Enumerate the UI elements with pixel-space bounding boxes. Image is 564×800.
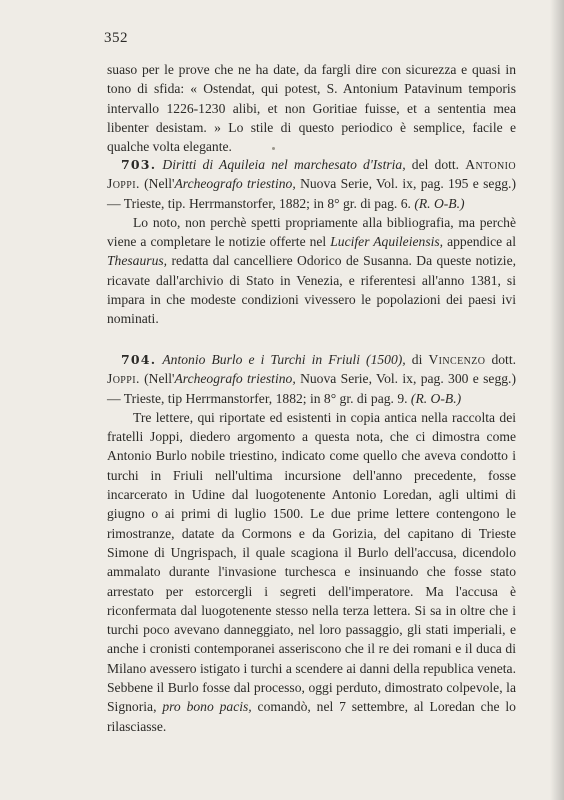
entry-704-pub-open: (Nell': [139, 371, 175, 387]
entry-703-body: [107, 213, 516, 329]
entry-704-body-2: comandò, nel 7 settembre, al Loredan che lo rilasciasse.: [107, 699, 516, 734]
page-edge-shadow: [550, 0, 564, 800]
entry-703-author-pre: del dott.: [405, 157, 466, 172]
entry-704-sigla: (R. O-B.): [410, 390, 462, 406]
entry-703-number: 703.: [121, 157, 157, 172]
entry-704-body-1: Tre lettere, qui riportate ed esistenti in copia antica nella raccolta dei fratelli Joppi, diedero argomento a questa nota, che ci dimostra come Antonio Burlo nobile triestino, indicato come quello che aveva condotto i turchi in Friuli nell'ultima incursione dell'anno precedente, fosse incarcerato in Udine dal luogotenente Antonio Loredan, agli ultimi di giugno o ai primi di luglio 1500. Le due prime lettere contengono le rimostranze, datate da Cormons e da Gorizia, del capitano di Trieste Simone di Ungrispach, il quale scagiona il Burlo dell'accusa, dicendolo ammalato durante l'invasione turchesca e insinuando che fosse stato arrestato per estorcergli i segreti dell'imperatore. Ma l'accusa è riconfermata dal luogotenente stesso nella terza lettera. Si sa in oltre che i turchi poco avevano danneggiato, nel loro passaggio, gli stati imperiali, e anche i cronisti contemporanei asseriscono che il re dei romani e il duca di Milano avessero istigato i turchi a scendere ai danni della republica veneta. Sebbene il Burlo fosse dal processo, oggi perduto, dimostrato colpevole, la Signoria,: [107, 409, 516, 715]
continued-paragraph: [107, 60, 516, 156]
entry-704-title: Antonio Burlo e i Turchi in Friuli (1500),: [162, 352, 406, 367]
entry-703-author: Antonio Joppi.: [107, 157, 516, 192]
entry-704-author-pre: di: [405, 352, 429, 367]
entry-703-body-3: redatta dal cancelliere Odorico de Susanna. Da queste notizie, ricavate dall'archivio di Stato in Venezia, e riferentesi all'anno 1381, si impara in che modeste condizioni vivessero le popolazioni dei paesi ivi nominati.: [107, 253, 516, 327]
entry-704-heading: [107, 350, 516, 408]
entry-703-body-ital-2: Thesaurus,: [107, 253, 168, 269]
entry-704: [107, 350, 516, 736]
entry-704-journal: Archeografo triestino,: [174, 371, 296, 387]
entry-704-author-surname: Joppi.: [107, 371, 140, 387]
entry-703-title: Diritti di Aquileia nel marchesato d'Istria,: [162, 157, 406, 172]
entry-704-author: Vincenzo: [428, 352, 486, 367]
entry-703-journal: Archeografo triestino,: [174, 176, 296, 192]
entry-704-number: 704.: [121, 352, 157, 367]
entry-703-heading: [107, 155, 516, 213]
entry-703-pub-open: (Nell': [139, 176, 175, 192]
page-number: 352: [104, 30, 128, 46]
entry-703-body-1: Lo noto, non perchè spetti propriamente alla bibliografia, ma perchè viene a completare le notizie offerte nel: [107, 214, 516, 250]
entry-703-sigla: (R. O-B.): [414, 195, 465, 211]
entry-703-body-2: appendice al: [443, 234, 516, 250]
entry-703-body-ital-1: Lucifer Aquileiensis,: [330, 234, 444, 250]
entry-704-pub-rest: Nuova Serie, Vol. ix, pag. 300 e segg.) — Trieste, tip Herrmanstorfer, 1882; in 8° gr. di pag. 9.: [107, 371, 516, 406]
entry-703-pub-rest: Nuova Serie, Vol. ix, pag. 195 e segg.) — Trieste, tip. Herrmanstorfer, 1882; in 8° gr. di pag. 6.: [107, 176, 516, 211]
entry-704-body-ital: pro bono pacis,: [162, 699, 252, 715]
ornament-dot: [272, 147, 275, 150]
entry-704-body: [107, 408, 516, 736]
entry-704-author-title: dott.: [485, 352, 516, 367]
continued-paragraph-text: suaso per le prove che ne ha date, da fargli dire con sicurezza e quasi in tono di sfida: « Ostendat, qui potest, S. Antonium Patavinum temporis intervallo 1226-1230 alibi, et non Goritiae fuisse, et a sententia mea libenter desistam. » Lo stile di questo periodico è semplice, facile e qualche volta elegante.: [107, 62, 516, 155]
entry-703: [107, 155, 516, 329]
